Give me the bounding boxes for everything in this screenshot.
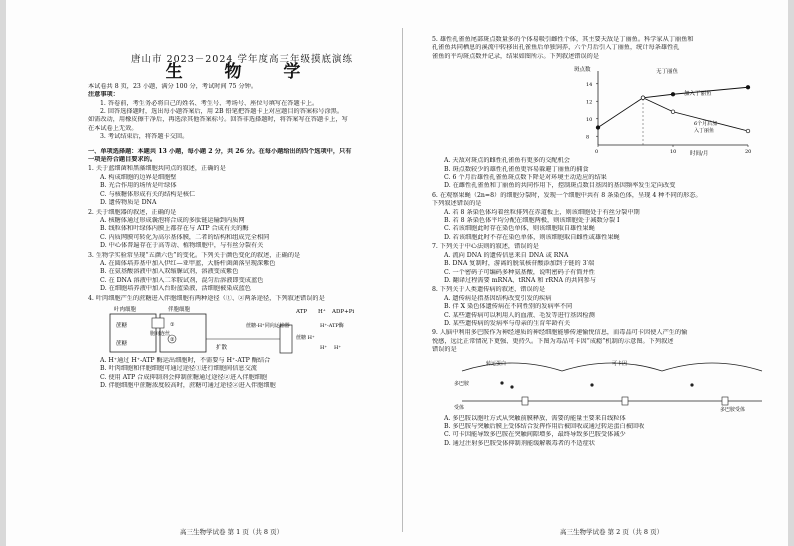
plasmodesma	[152, 318, 164, 328]
label-h: H⁺	[318, 308, 326, 315]
y-tick-label: 14	[586, 81, 593, 88]
cocaine-mechanism-figure	[452, 357, 772, 413]
q4-option-c: C. 使用 ATP 合成抑制剂会抑制蔗糖通过途径②进入伴胞细胞	[100, 373, 268, 381]
q2-option-a: A. 核糖体通过形成囊泡将合成的多肽链运输到内质网	[100, 216, 245, 224]
q3-option-c: C. 在 DNA 溶液中加入二苯胺试剂，混匀后溶液即变成蓝色	[100, 276, 264, 284]
spot-count-svg	[572, 63, 762, 157]
label-transporter: 转运蛋白	[486, 360, 507, 367]
label-h-2: H⁺	[320, 344, 327, 351]
presynaptic-membrane-3	[662, 363, 762, 371]
x-tick-label: 0	[595, 149, 599, 156]
label-mesophyll: 叶肉细胞	[114, 306, 137, 313]
q5-option-b: B. 斑点数较少的雄性孔雀鱼更容易躲避丁丽鱼的捕食	[444, 165, 589, 173]
dopamine-dot	[590, 383, 593, 386]
x-tick-label: 10	[670, 149, 677, 156]
label-receptor: 受体	[454, 404, 465, 411]
q6-stem-1: 6. 在观察果蝇（2n=8）的细胞分裂时，发现一个细胞中共有 8 条染色体，呈现 4 种不同的形态。	[432, 191, 702, 199]
note-2-cont: 如需改动，用橡皮擦干净后，再选涂其他答案标号。回答非选择题时，将答案写在答题卡上，写	[88, 116, 348, 124]
q7-option-c: C. 一个密码子可编码多种氨基酸，说明密码子有简并性	[444, 268, 595, 276]
label-sucrose-a: 蔗糖	[116, 322, 128, 329]
q5-option-a: A. 天敌对斑点的雌性孔雀鱼有更多的交配机会	[444, 157, 570, 165]
point-with-predator	[746, 129, 750, 133]
point-no-predator	[596, 126, 600, 130]
point-with-predator	[641, 96, 645, 100]
annotation-line-1: 6个月后加	[694, 121, 718, 128]
y-tick-label: 10	[586, 116, 593, 123]
q7-option-b: B. DNA 复制时，游离的脱氧核苷酸添加到子链的 3′端	[444, 260, 595, 268]
label-adp: ADP+Pi	[332, 308, 355, 315]
receptor-marker	[622, 397, 628, 405]
point-with-predator	[671, 110, 675, 114]
q4-option-d: D. 伴胞细胞中蔗糖浓度较高时，蔗糖可通过途径②进入伴胞细胞	[100, 382, 276, 390]
footer-page-1: 高三生物学试卷 第 1 页（共 8 页）	[180, 528, 284, 536]
q5-stem-2: 孔雀鱼共同栖息的溪流中转移出孔雀鱼后单独饲养，六个月后引入丁丽鱼，统计每条雄性孔	[432, 44, 680, 52]
note-2-end: 在本试卷上无效。	[88, 124, 138, 132]
page-edge-left	[0, 0, 6, 546]
q6-option-d: D. 若该细胞此时不存在染色单体，则该细胞取自雌性或雄性果蝇	[444, 233, 620, 241]
series-label-no-predator: 无丁丽鱼	[656, 69, 679, 76]
q1-option-a: A. 构成细胞的边界是细胞壁	[100, 173, 177, 181]
q3-stem: 3. 生物学实验常呈现“五颜六色”的变化。下列关于颜色变化的叙述，正确的是	[88, 251, 301, 259]
column-divider	[402, 28, 403, 532]
label-dopamine-receptor: 多巴胺受体	[720, 406, 746, 413]
q1-option-b: B. 光合作用的场所是叶绿体	[100, 182, 177, 190]
q2-option-b: B. 线粒体和叶绿体内膜上都存在与 ATP 合成有关的酶	[100, 225, 249, 233]
q1-option-d: D. 遗传物质是 DNA	[100, 199, 157, 207]
q2-option-c: C. 内质网膜可转化为高尔基体膜，二者的结构和组成完全相同	[100, 233, 270, 241]
q9-option-b: B. 多巴胺与突触后膜上受体结合发挥作用后被回收或通过转运蛋白被回收	[444, 422, 645, 430]
q6-stem-2: 下列叙述错误的是	[432, 200, 482, 208]
notes-intro: 本试卷共 8 页，23 小题，满分 100 分，考试时间 75 分钟。	[88, 82, 258, 90]
label-symporter: 蔗糖-H⁺同向运输器	[246, 322, 290, 329]
label-dopamine: 多巴胺	[454, 380, 470, 387]
q8-option-b: B. 伴 X 染色体遗传病在不同性别的发病率不同	[444, 303, 573, 311]
q8-option-a: A. 遗传病是指基因结构改变引发的疾病	[444, 294, 552, 302]
label-atp: ATP	[296, 308, 308, 315]
label-plasmodesma: 胞间连丝	[150, 330, 171, 337]
label-companion: 伴胞细胞	[168, 306, 191, 313]
sucrose-transport-figure	[106, 305, 368, 355]
dopamine-dot	[500, 381, 503, 384]
membrane-carrier	[280, 325, 292, 353]
q9-stem-2: 悦感，远比正常情况下更强、更持久。下图为毒品可卡因“成瘾”机制的示意图。下列叙述	[432, 337, 674, 345]
section-heading-cont: 一项是符合题目要求的。	[88, 156, 157, 164]
left-column	[88, 30, 396, 391]
exam-title: 唐山市 2023－2024 学年度高三年级摸底演练	[131, 54, 353, 65]
dopamine-dot	[690, 383, 693, 386]
q3-option-d: D. 在细胞培养液中加入台盼蓝染液，活细胞被染成蓝色	[100, 285, 251, 293]
label-path-2: ②	[170, 336, 175, 343]
q9-option-d: D. 通过注射多巴胺受体抑制剂能缓解吸毒者的不适症状	[444, 439, 595, 447]
footer-page-2: 高三生物学试卷 第 2 页（共 8 页）	[560, 528, 664, 536]
q2-option-d: D. 中心体普遍存在于高等动、植物细胞中，与有丝分裂有关	[100, 242, 264, 250]
dopamine-dot	[510, 385, 513, 388]
synapse-diagram	[452, 357, 772, 413]
label-h-atpase: H⁺-ATP酶	[320, 322, 344, 329]
q4-option-b: B. 叶肉细胞和伴胞细胞可通过途径①进行细胞间信息交流	[100, 365, 257, 373]
annotation-line-2: 入丁丽鱼	[694, 128, 715, 135]
q4-option-a: A. H⁺通过 H⁺-ATP 酶运出细胞时，不需要与 H⁺-ATP 酶结合	[100, 356, 271, 364]
label-sucrose-b: 蔗糖	[116, 340, 128, 347]
q8-option-c: C. 某些遗传病可以利用人的血液、毛发等进行基因检测	[444, 311, 595, 319]
presynaptic-membrane-1	[462, 363, 562, 371]
q5-option-c: C. 6 个月后雄性孔雀鱼斑点数下降是对环境主动适应的结果	[444, 174, 607, 182]
q2-stem: 2. 关于细胞器的叙述，正确的是	[88, 208, 177, 216]
q9-option-a: A. 多巴胺以胞吐方式从突触前膜释放，需要的能量主要来自线粒体	[444, 414, 626, 422]
label-diffusion: 扩散	[216, 344, 228, 351]
q9-stem-3: 错误的是	[432, 346, 457, 354]
point-no-predator	[746, 86, 750, 90]
label-h-3: H⁺	[334, 344, 341, 351]
note-2: 2. 回答选择题时，选出每小题答案后，用 2B 铅笔把答题卡上对应题目的答案标号涂黑。	[100, 108, 344, 116]
note-3: 3. 考试结束后，将答题卡交回。	[100, 133, 189, 141]
q5-stem-1: 5. 雄性孔雀鱼尾部斑点数量多的个体易吸引雌性个体，其主要天敌是丁丽鱼。科学家从丁丽鱼和	[432, 36, 694, 43]
x-tick-label: 20	[745, 149, 752, 156]
point-no-predator	[671, 93, 675, 97]
q5-option-d: D. 在雌性孔雀鱼和丁丽鱼的共同作用下，控制斑点数目基因的基因频率发生定向改变	[444, 182, 676, 190]
y-tick-label: 12	[586, 99, 593, 106]
notes-heading: 注意事项：	[88, 91, 119, 99]
note-1: 1. 答卷前，考生务必将自己的姓名、考生号、考场号、座位号填写在答题卡上。	[100, 99, 319, 107]
q3-option-b: B. 在氨基酸溶液中加入双缩脲试剂，溶液变成紫色	[100, 268, 239, 276]
right-column	[432, 36, 772, 448]
receptor-marker	[722, 397, 728, 405]
label-sucrose-h: 蔗糖 H⁺	[296, 334, 315, 341]
y-tick-label: 8	[586, 134, 590, 141]
q3-option-a: A. 在圆体培养基中加入伊红—亚甲蓝，大肠杆菌菌落呈现深紫色	[100, 259, 276, 267]
spot-count-chart	[572, 63, 762, 157]
receptor-marker	[522, 397, 528, 405]
q7-option-d: D. 翻译过程需要 mRNA、tRNA 和 rRNA 的共同参与	[444, 276, 596, 284]
page-edge-right	[788, 0, 794, 546]
q7-stem: 7. 下列关于中心法则的叙述，错误的是	[432, 243, 539, 251]
q1-option-c: C. 与核糖体形成有关的结构是核仁	[100, 190, 196, 198]
q5-stem-3: 雀鱼的平均斑点数并记录，结果如图所示。下列叙述错误的是	[432, 52, 600, 60]
q8-option-d: D. 某些遗传病的发病率与母亲的生育年龄有关	[444, 319, 571, 327]
q7-option-a: A. 流向 DNA 的遗传信息来自 DNA 或 RNA	[444, 251, 569, 259]
q1-stem: 1. 关于蓝细菌和黑藻细胞共同点的叙述，正确的是	[88, 165, 226, 173]
chart-xlabel: 时间/月	[690, 151, 709, 158]
series-label-with-predator: 加入丁丽鱼	[684, 91, 712, 98]
q6-option-b: B. 若 8 条染色体平均分配在细胞两极，则该细胞处于减数分裂 Ⅰ	[444, 217, 620, 225]
q9-option-c: C. 可卡因能导致多巴胺在突触间隙增多，最终导致多巴胺受体减少	[444, 431, 626, 439]
chart-ylabel: 斑点数	[574, 67, 591, 74]
section-heading: 一、单项选择题：本题共 13 小题，每小题 2 分，共 26 分。在每小题给出的四个选项中，只有	[88, 147, 352, 155]
label-path-1: ①	[170, 321, 175, 328]
q8-stem: 8. 下列关于人类遗传病的叙述，错误的是	[432, 286, 546, 294]
q4-stem: 4. 叶肉细胞产生的蔗糖进入伴胞细胞有两种途径（①、②两条途径，下列叙述错误的是	[88, 294, 325, 302]
q6-option-a: A. 若 8 条染色体均着丝粒排列在赤道板上，则该细胞处于有丝分裂中期	[444, 208, 640, 216]
q9-stem-1: 9. 人脑中利用多巴胺作为神经递质的神经细胞能够传递愉悦信息，而毒品可卡因使人产生的愉	[432, 329, 688, 337]
label-cocaine: 可卡因	[612, 360, 628, 367]
exam-subject: 生 物 学	[165, 62, 319, 83]
q6-option-c: C. 若该细胞此时存在染色单体，则该细胞取自雄性果蝇	[444, 225, 595, 233]
sucrose-transport-diagram	[106, 305, 368, 355]
